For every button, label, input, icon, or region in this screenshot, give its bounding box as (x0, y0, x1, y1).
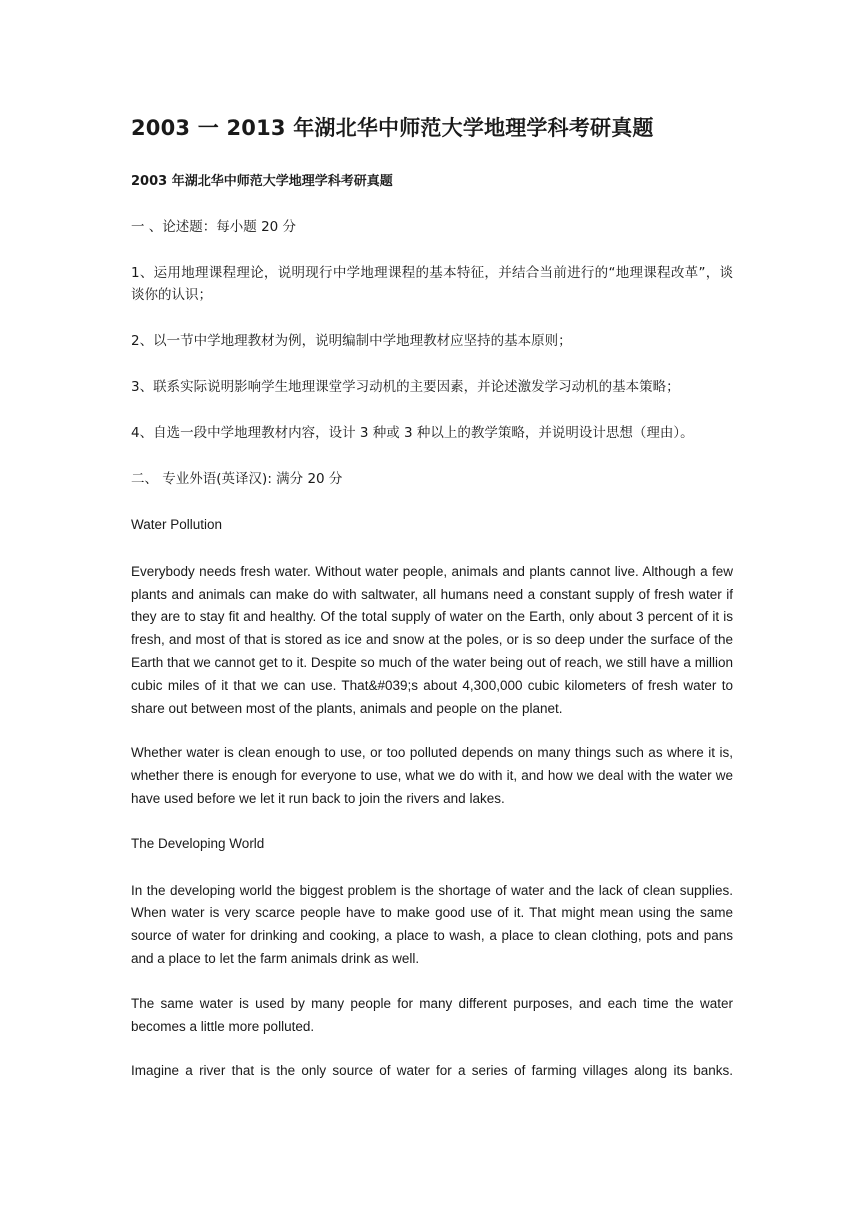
section2-heading: 二、 专业外语(英译汉): 满分 20 分 (131, 471, 343, 487)
question-3: 3、联系实际说明影响学生地理课堂学习动机的主要因素，并论述激发学习动机的基本策略； (131, 379, 680, 395)
question-4: 4、自选一段中学地理教材内容，设计 3 种或 3 种以上的教学策略，并说明设计思想（理由）。 (131, 425, 694, 441)
document-title: 2003 一 2013 年湖北华中师范大学地理学科考研真题 (131, 116, 654, 140)
document-subtitle: 2003 年湖北华中师范大学地理学科考研真题 (131, 174, 393, 189)
question-2: 2、以一节中学地理教材为例，说明编制中学地理教材应坚持的基本原则； (131, 333, 572, 349)
passage-paragraph-4: The same water is used by many people for many different purposes, and each time the water becomes a little more polluted. (131, 995, 733, 1034)
document-page (131, 112, 733, 1083)
passage-paragraph-3: In the developing world the biggest problem is the shortage of water and the lack of clean supplies. When water is very scarce people have to make good use of it. That might mean using the same source of water for drinking and cooking, a place to wash, a place to clean clothing, pots and pans and a place to let the farm animals drink as well. (131, 882, 733, 966)
section1-heading: 一 、论述题：每小题 20 分 (131, 219, 297, 235)
passage-paragraph-1: Everybody needs fresh water. Without water people, animals and plants cannot live. Although a few plants and animals can make do with saltwater, all humans need a constant supply of fresh water if they are to stay fit and healthy. Of the total supply of water on the Earth, only about 3 percent of it is fresh, and most of that is stored as ice and snow at the poles, or is so deep under the surface of the Earth that we cannot get to it. Despite so much of the water being out of reach, we still have a million cubic miles of it that we can use. That&#039;s about 4,300,000 cubic kilometers of fresh water to share out between most of the plants, animals and people on the planet. (131, 563, 733, 716)
passage-subheading: The Developing World (131, 835, 265, 851)
passage-paragraph-5: Imagine a river that is the only source of water for a series of farming villages along its banks. (131, 1063, 733, 1079)
passage-paragraph-2: Whether water is clean enough to use, or too polluted depends on many things such as where it is, whether there is enough for everyone to use, what we do with it, and how we deal with the water we have used before we let it run back to join the rivers and lakes. (131, 745, 733, 806)
question-1: 1、运用地理课程理论，说明现行中学地理课程的基本特征，并结合当前进行的“地理课程改革”，谈谈你的认识； (131, 265, 733, 303)
passage-title: Water Pollution (131, 517, 223, 532)
